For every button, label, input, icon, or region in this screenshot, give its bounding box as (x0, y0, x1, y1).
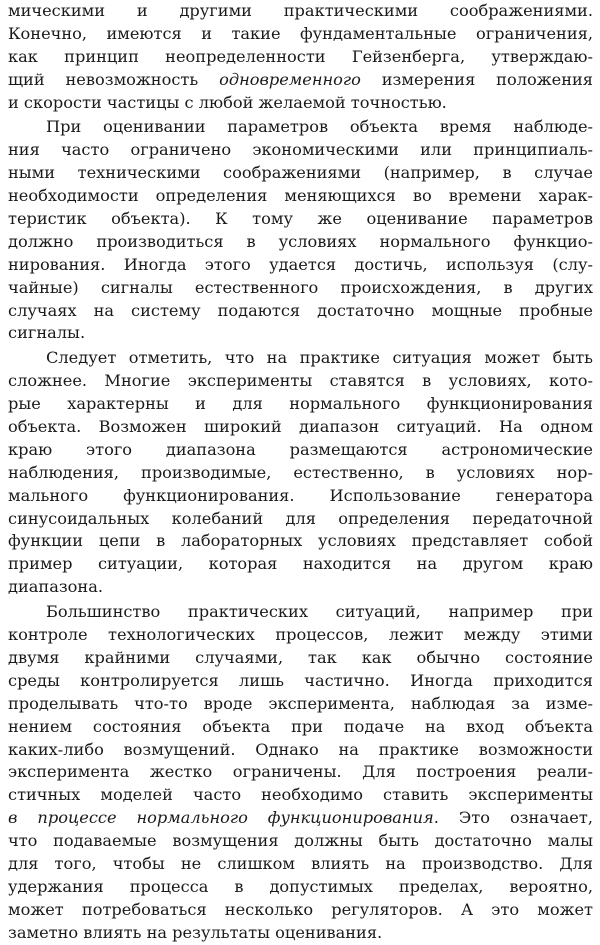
text-segment: как принцип неопределенности Гейзенберга, утверждаю- (8, 46, 593, 66)
text-line (8, 208, 593, 231)
text-segment: ния часто ограничено экономическими или принципиаль- (8, 140, 593, 160)
text-segment: теристик объекта). К тому же оценивание параметров (8, 209, 593, 229)
text-segment: случаях на систему подаются достаточно мощные пробные (8, 300, 593, 320)
text-segment: заметно влиять на результаты оценивания. (8, 922, 383, 942)
text-line (8, 508, 593, 531)
text-line (8, 922, 593, 945)
text-line (8, 185, 593, 208)
text-segment: сигналы. (8, 323, 86, 343)
text-segment: . Это означает, (433, 808, 593, 828)
text-segment: необходимости определения меняющихся во времени харак- (8, 186, 593, 206)
text-line (8, 254, 593, 277)
text-line (8, 139, 593, 162)
text-segment: двумя крайними случаями, так как обычно состояние (8, 647, 593, 667)
text-segment: Конечно, имеются и такие фундаментальные ограничения, (8, 23, 593, 43)
text-line (8, 416, 593, 439)
text-segment: чайные) сигналы естественного происхождения, в других (8, 277, 593, 297)
text-line (8, 761, 593, 784)
text-line (8, 0, 593, 23)
text-line (8, 300, 593, 323)
text-line (8, 370, 593, 393)
paragraph (8, 347, 593, 599)
text-line (8, 693, 593, 716)
text-segment: должно производиться в условиях нормального функцио- (8, 231, 593, 251)
text-line (8, 716, 593, 739)
text-segment: рые характерны и для нормального функционирования (8, 394, 593, 414)
text-segment: Большинство практических ситуаций, например при (46, 602, 593, 622)
paragraph (8, 601, 593, 944)
italic-text: одновременного (219, 69, 361, 89)
text-segment: контроле технологических процессов, лежит между этими (8, 625, 593, 645)
text-line (8, 23, 593, 46)
text-segment: и скорости частицы с любой желаемой точностью. (8, 92, 447, 112)
text-line (8, 876, 593, 899)
text-segment: проделывать что-то вроде эксперимента, наблюдая за изме- (8, 693, 593, 713)
text-segment: нением состояния объекта при подаче на вход объекта (8, 716, 593, 736)
text-line (8, 853, 593, 876)
text-line (8, 393, 593, 416)
text-segment: диапазона. (8, 577, 104, 597)
text-line (8, 439, 593, 462)
text-line (8, 670, 593, 693)
text-line (8, 899, 593, 922)
text-segment: функции цепи в лабораторных условиях представляет собой (8, 531, 593, 551)
text-line (8, 647, 593, 670)
text-line (8, 231, 593, 254)
text-line (8, 162, 593, 185)
text-segment: ными техническими соображениями (например, в случае (8, 163, 593, 183)
text-segment: для того, чтобы не слишком влиять на производство. Для (8, 853, 593, 873)
text-line (8, 739, 593, 762)
text-line (8, 485, 593, 508)
text-line (8, 553, 593, 576)
text-segment: Следует отметить, что на практике ситуация может быть (46, 348, 593, 368)
text-line (8, 807, 593, 830)
text-segment: сложнее. Многие эксперименты ставятся в условиях, кото- (8, 371, 593, 391)
text-segment: нирования. Иногда этого удается достичь, используя (слу- (8, 254, 593, 274)
text-segment: краю этого диапазона размещаются астрономические (8, 439, 593, 459)
text-segment: измерения положения (360, 69, 593, 89)
text-segment: может потребоваться несколько регуляторов. А это может (8, 899, 593, 919)
paragraph (8, 0, 593, 114)
text-segment: синусоидальных колебаний для определения передаточной (8, 508, 593, 528)
text-segment: объекта. Возможен широкий диапазон ситуаций. На одном (8, 417, 593, 437)
text-line (8, 530, 593, 553)
text-segment: эксперимента жестко ограничены. Для построения реали- (8, 762, 593, 782)
text-line (8, 46, 593, 69)
text-line (8, 69, 593, 92)
text-line (8, 784, 593, 807)
text-line (8, 322, 593, 345)
text-segment: мическими и другими практическими соображениями. (8, 1, 593, 20)
italic-text: в процессе нормального функционирования (8, 808, 434, 828)
text-line (8, 277, 593, 300)
text-line (8, 624, 593, 647)
text-segment: что подаваемые возмущения должны быть достаточно малы (8, 831, 593, 851)
paragraph (8, 116, 593, 345)
text-segment: щий невозможность (8, 69, 220, 89)
text-line (8, 462, 593, 485)
text-segment: наблюдения, производимые, естественно, в условиях нор- (8, 462, 593, 482)
text-segment: мального функционирования. Использование генератора (8, 485, 593, 505)
text-segment: каких-либо возмущений. Однако на практике возможности (8, 739, 593, 759)
document-page (8, 0, 593, 945)
text-line (8, 601, 593, 624)
text-segment: стичных моделей часто необходимо ставить эксперименты (8, 785, 593, 805)
text-segment: При оценивании параметров объекта время наблюде- (46, 117, 593, 137)
text-line (8, 576, 593, 599)
text-line (8, 92, 593, 115)
text-segment: пример ситуации, которая находится на другом краю (8, 554, 593, 574)
text-segment: среды контролируется лишь частично. Иногда приходится (8, 670, 593, 690)
text-line (8, 116, 593, 139)
text-segment: удержания процесса в допустимых пределах, вероятно, (8, 876, 593, 896)
text-line (8, 830, 593, 853)
text-line (8, 347, 593, 370)
